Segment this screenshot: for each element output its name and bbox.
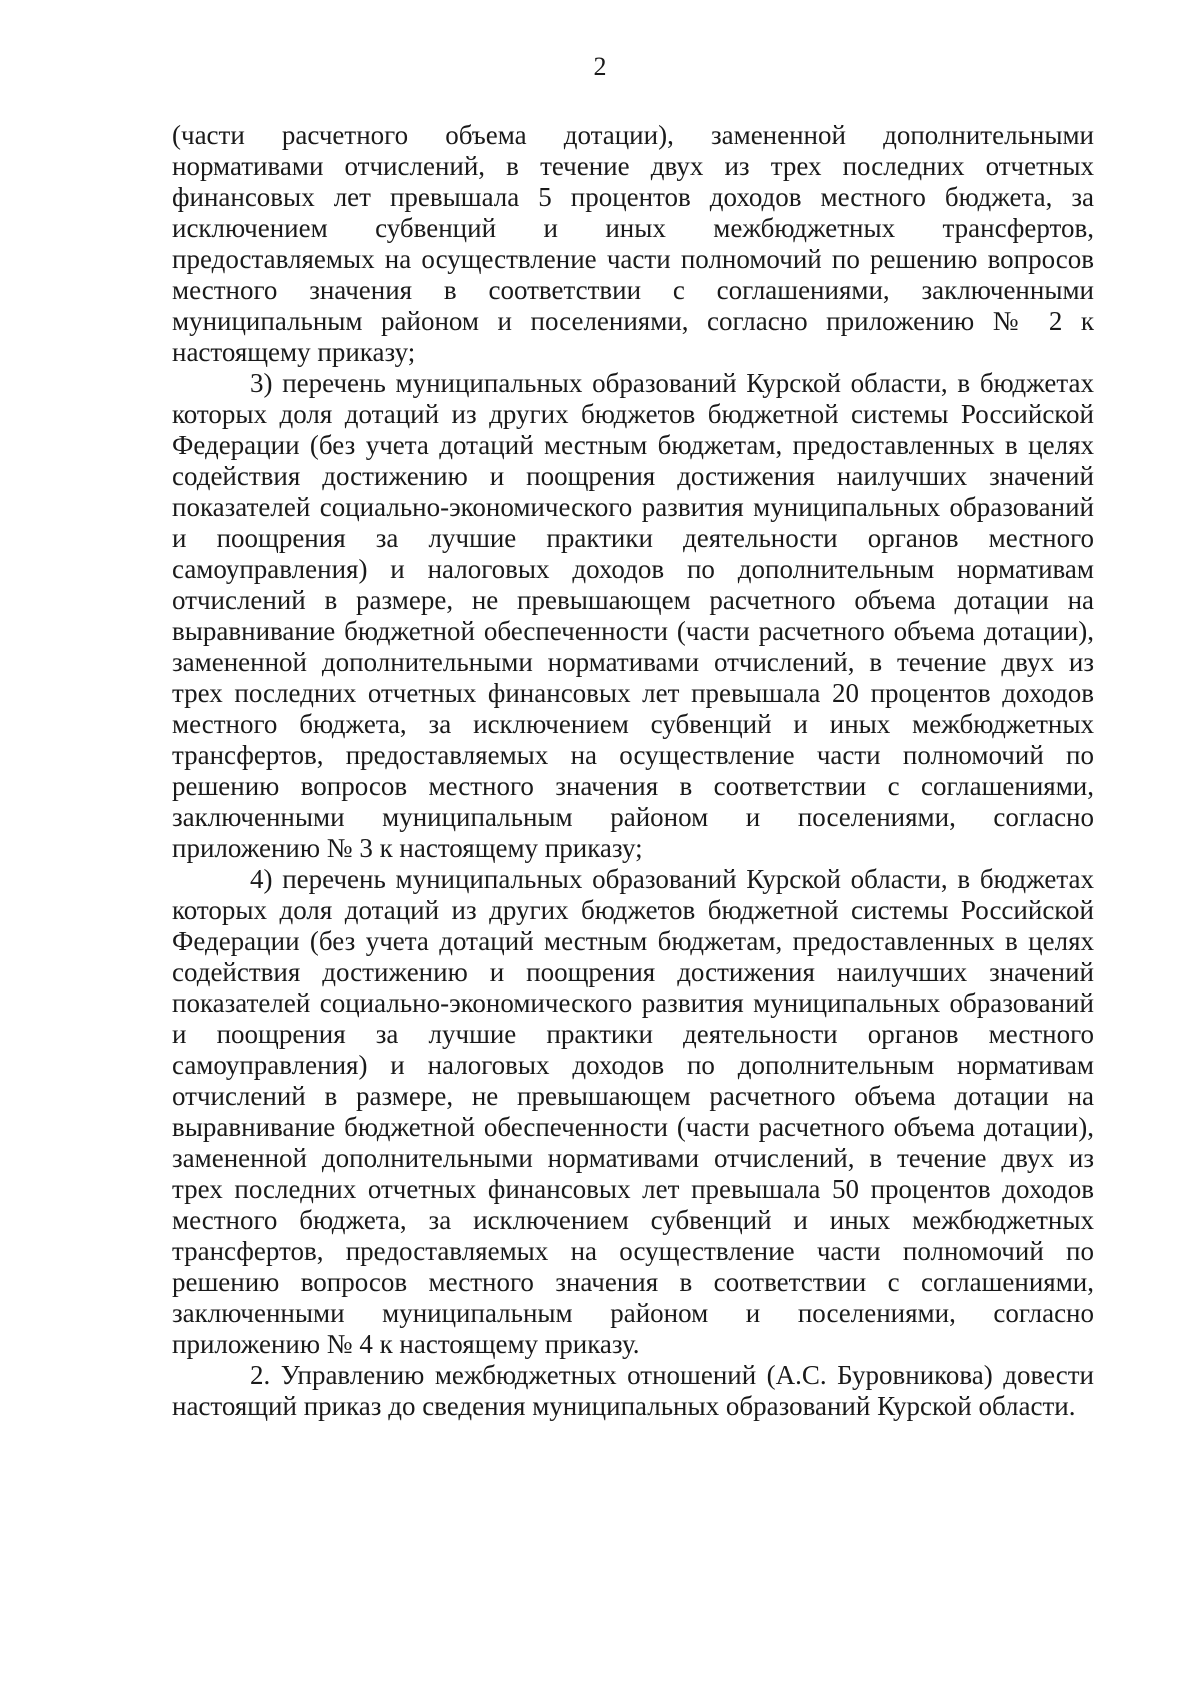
document-body xyxy=(172,120,1094,1422)
page-number: 2 xyxy=(593,52,607,81)
paragraph-continuation: (части расчетного объема дотации), замененной дополнительными нормативами отчислений, в течение двух из трех последних отчетных финансовых лет превышала 5 процентов доходов местного бюджета, за исключением субвенций и иных межбюджетных трансфертов, предоставляемых на осуществление части полномочий по решению вопросов местного значения в соответствии с соглашениями, заключенными муниципальным районом и поселениями, согласно приложению № 2 к настоящему приказу; xyxy=(172,120,1094,367)
paragraph-item-4: 4) перечень муниципальных образований Курской области, в бюджетах которых доля дотаций из других бюджетов бюджетной системы Российской Федерации (без учета дотаций местным бюджетам, предоставленных в целях содействия достижению и поощрения достижения наилучших значений показателей социально-экономического развития муниципальных образований и поощрения за лучшие практики деятельности органов местного самоуправления) и налоговых доходов по дополнительным нормативам отчислений в размере, не превышающем расчетного объема дотации на выравнивание бюджетной обеспеченности (части расчетного объема дотации), замененной дополнительными нормативами отчислений, в течение двух из трех последних отчетных финансовых лет превышала 50 процентов доходов местного бюджета, за исключением субвенций и иных межбюджетных трансфертов, предоставляемых на осуществление части полномочий по решению вопросов местного значения в соответствии с соглашениями, заключенными муниципальным районом и поселениями, согласно приложению № 4 к настоящему приказу. xyxy=(172,864,1094,1359)
paragraph-section-2: 2. Управлению межбюджетных отношений (А.С. Буровникова) довести настоящий приказ до сведения муниципальных образований Курской области. xyxy=(172,1360,1094,1421)
paragraph-item-3: 3) перечень муниципальных образований Курской области, в бюджетах которых доля дотаций из других бюджетов бюджетной системы Российской Федерации (без учета дотаций местным бюджетам, предоставленных в целях содействия достижению и поощрения достижения наилучших значений показателей социально-экономического развития муниципальных образований и поощрения за лучшие практики деятельности органов местного самоуправления) и налоговых доходов по дополнительным нормативам отчислений в размере, не превышающем расчетного объема дотации на выравнивание бюджетной обеспеченности (части расчетного объема дотации), замененной дополнительными нормативами отчислений, в течение двух из трех последних отчетных финансовых лет превышала 20 процентов доходов местного бюджета, за исключением субвенций и иных межбюджетных трансфертов, предоставляемых на осуществление части полномочий по решению вопросов местного значения в соответствии с соглашениями, заключенными муниципальным районом и поселениями, согласно приложению № 3 к настоящему приказу; xyxy=(172,368,1094,863)
